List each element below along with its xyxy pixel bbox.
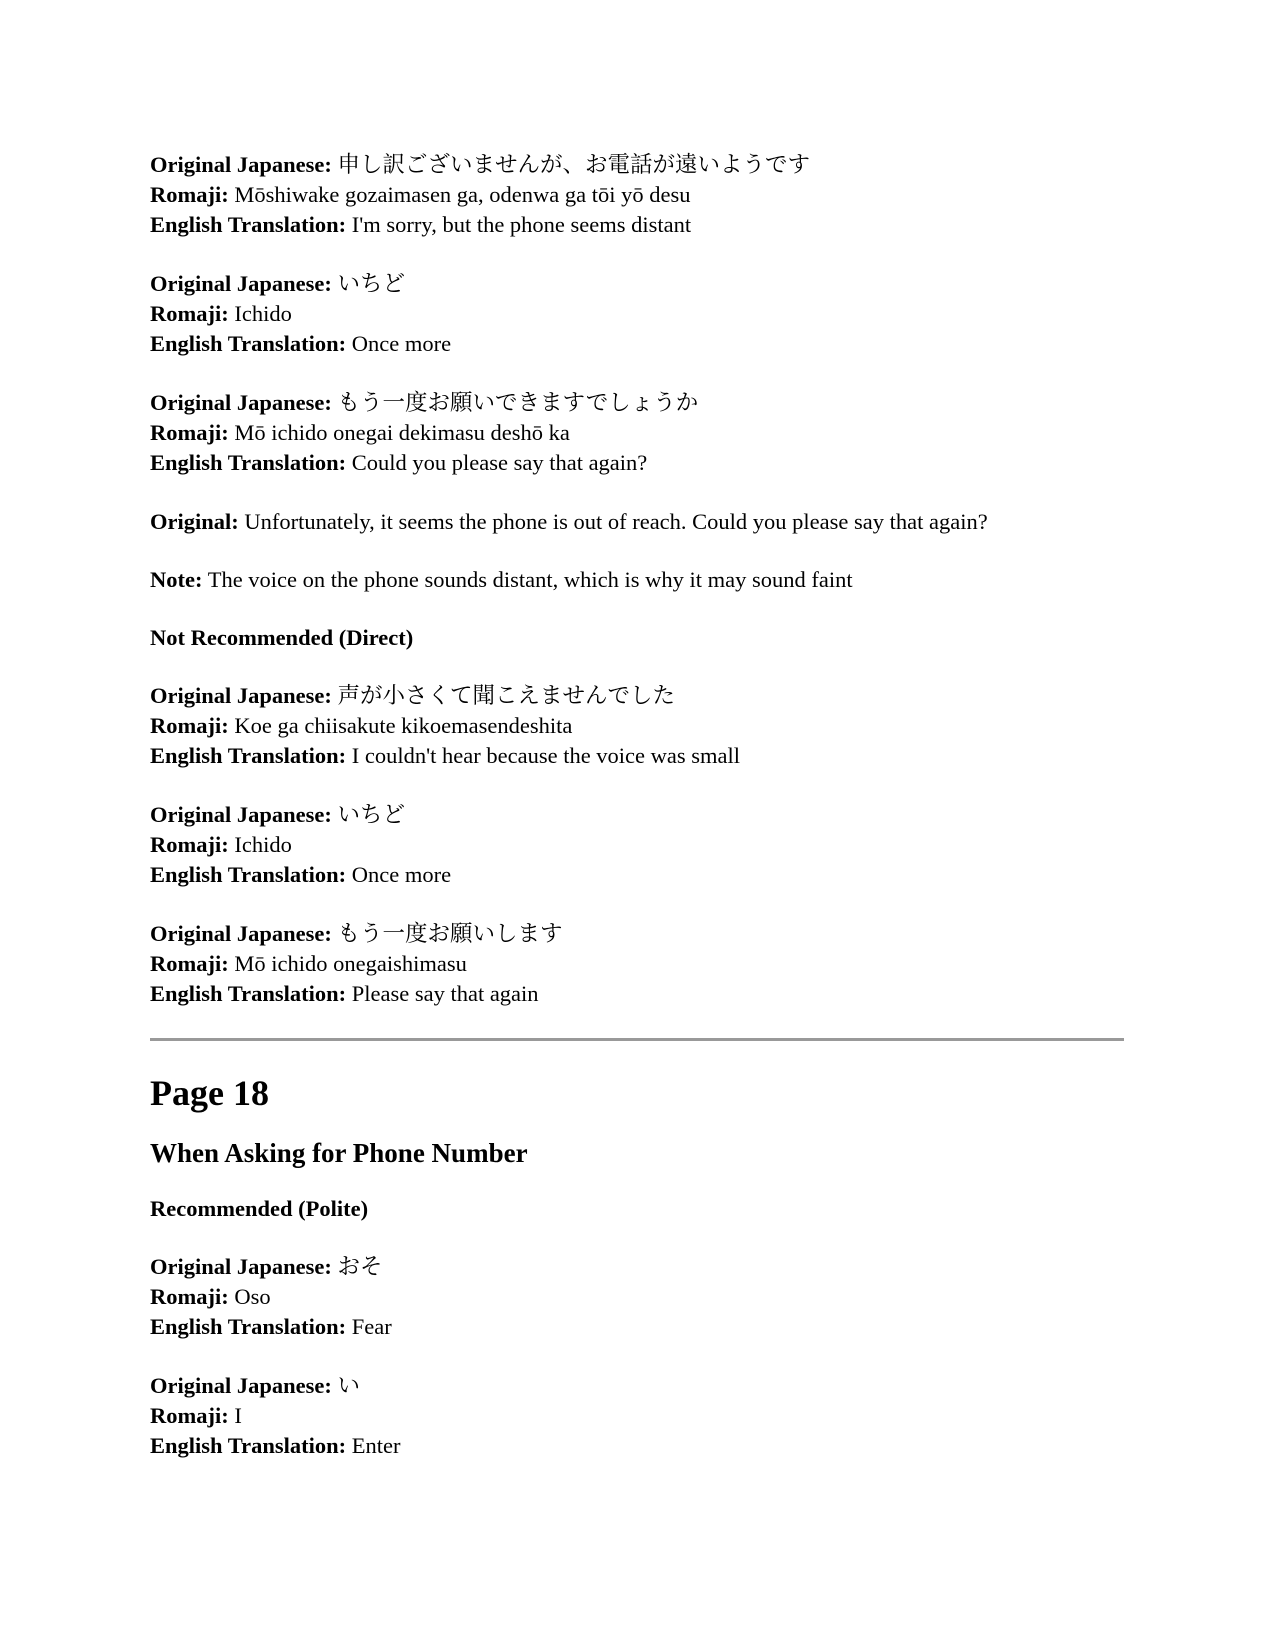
translation-text: Could you please say that again? [351, 450, 648, 475]
japanese-line [150, 1252, 1130, 1282]
japanese-line [150, 681, 1130, 711]
japanese-label: Original Japanese: [150, 390, 332, 415]
japanese-text: いちど [337, 271, 406, 296]
phrase-entry [150, 269, 1130, 359]
japanese-line [150, 269, 1130, 299]
japanese-text: 声が小さくて聞こえませんでした [337, 683, 676, 708]
japanese-text: もう一度お願いできますでしょうか [337, 390, 699, 415]
translation-label: English Translation: [150, 450, 347, 475]
japanese-text: 申し訳ございませんが、お電話が遠いようです [337, 152, 811, 177]
japanese-line [150, 388, 1130, 418]
romaji-label: Romaji: [150, 182, 229, 207]
translation-text: Fear [351, 1314, 392, 1339]
translation-line [150, 1312, 1130, 1342]
translation-label: English Translation: [150, 331, 347, 356]
translation-text: I couldn't hear because the voice was small [351, 743, 741, 768]
romaji-line [150, 830, 1130, 860]
romaji-line [150, 711, 1130, 741]
romaji-line [150, 1282, 1130, 1312]
translation-line [150, 979, 1130, 1009]
phrase-entry [150, 681, 1130, 771]
romaji-line [150, 1401, 1130, 1431]
japanese-line [150, 800, 1130, 830]
translation-label: English Translation: [150, 862, 347, 887]
note-paragraph [150, 565, 1130, 595]
not-recommended-heading: Not Recommended (Direct) [150, 625, 414, 650]
romaji-line [150, 180, 1130, 210]
japanese-label: Original Japanese: [150, 921, 332, 946]
translation-label: English Translation: [150, 1314, 347, 1339]
romaji-label: Romaji: [150, 420, 229, 445]
romaji-label: Romaji: [150, 301, 229, 326]
romaji-text: I [234, 1403, 242, 1428]
romaji-text: Mōshiwake gozaimasen ga, odenwa ga tōi yō desu [234, 182, 691, 207]
note-text: The voice on the phone sounds distant, which is why it may sound faint [207, 567, 853, 592]
page-content [150, 150, 1130, 1490]
translation-text: Once more [351, 331, 452, 356]
phrase-entry [150, 1252, 1130, 1342]
japanese-label: Original Japanese: [150, 271, 332, 296]
japanese-label: Original Japanese: [150, 1254, 332, 1279]
japanese-label: Original Japanese: [150, 683, 332, 708]
romaji-label: Romaji: [150, 1284, 229, 1309]
phrase-entry [150, 800, 1130, 890]
japanese-text: もう一度お願いします [337, 921, 563, 946]
original-label: Original: [150, 509, 239, 534]
phrase-entry [150, 919, 1130, 1009]
romaji-line [150, 949, 1130, 979]
romaji-text: Koe ga chiisakute kikoemasendeshita [234, 713, 573, 738]
japanese-text: いちど [337, 802, 406, 827]
section-divider [150, 1038, 1124, 1041]
japanese-line [150, 919, 1130, 949]
translation-line [150, 329, 1130, 359]
translation-line [150, 448, 1130, 478]
romaji-text: Oso [234, 1284, 271, 1309]
japanese-line [150, 150, 1130, 180]
translation-text: Enter [351, 1433, 401, 1458]
translation-line [150, 860, 1130, 890]
translation-text: I'm sorry, but the phone seems distant [351, 212, 692, 237]
phrase-entry [150, 1371, 1130, 1461]
romaji-text: Mō ichido onegaishimasu [234, 951, 467, 976]
translation-line [150, 1431, 1130, 1461]
japanese-label: Original Japanese: [150, 802, 332, 827]
original-paragraph [150, 507, 1130, 537]
japanese-text: い [337, 1373, 361, 1398]
japanese-text: おそ [337, 1254, 383, 1279]
romaji-text: Ichido [234, 832, 292, 857]
phrase-entry [150, 150, 1130, 240]
section-title: When Asking for Phone Number [150, 1138, 528, 1168]
romaji-label: Romaji: [150, 832, 229, 857]
romaji-label: Romaji: [150, 1403, 229, 1428]
romaji-label: Romaji: [150, 713, 229, 738]
page-title: Page 18 [150, 1073, 269, 1113]
romaji-line [150, 418, 1130, 448]
japanese-label: Original Japanese: [150, 1373, 332, 1398]
translation-label: English Translation: [150, 1433, 347, 1458]
translation-text: Please say that again [351, 981, 539, 1006]
romaji-text: Mō ichido onegai dekimasu deshō ka [234, 420, 570, 445]
original-text: Unfortunately, it seems the phone is out of reach. Could you please say that again? [244, 509, 988, 534]
recommended-heading: Recommended (Polite) [150, 1196, 369, 1221]
japanese-line [150, 1371, 1130, 1401]
translation-line [150, 210, 1130, 240]
phrase-entry [150, 388, 1130, 478]
note-label: Note: [150, 567, 203, 592]
translation-label: English Translation: [150, 212, 347, 237]
japanese-label: Original Japanese: [150, 152, 332, 177]
romaji-label: Romaji: [150, 951, 229, 976]
translation-label: English Translation: [150, 743, 347, 768]
translation-text: Once more [351, 862, 452, 887]
romaji-text: Ichido [234, 301, 292, 326]
translation-line [150, 741, 1130, 771]
translation-label: English Translation: [150, 981, 347, 1006]
romaji-line [150, 299, 1130, 329]
